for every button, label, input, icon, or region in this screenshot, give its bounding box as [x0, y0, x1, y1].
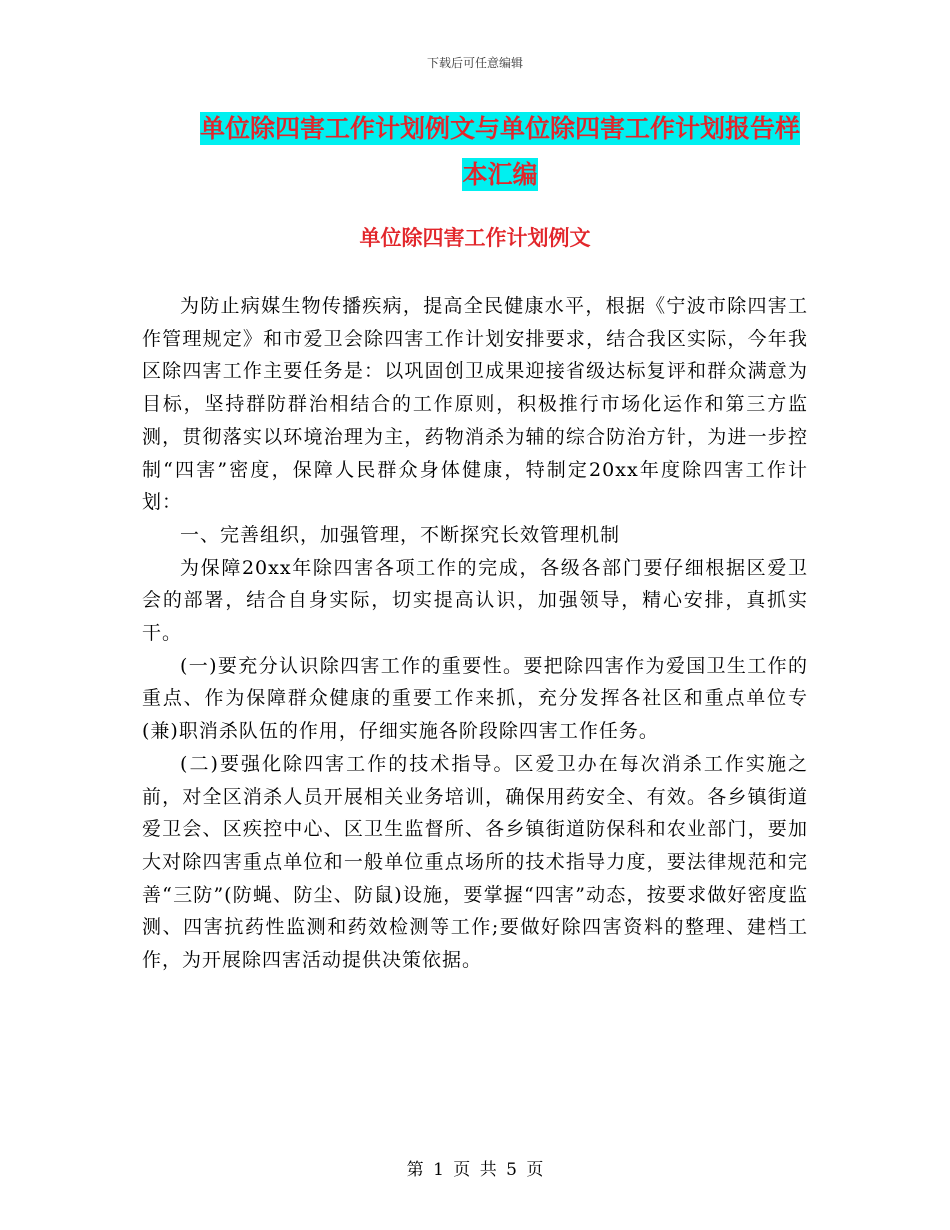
- document-title: [190, 106, 810, 198]
- header-note: 下载后可任意编辑: [426, 56, 523, 70]
- paragraph-item-2: (二)要强化除四害工作的技术指导。区爱卫办在每次消杀工作实施之前，对全区消杀人员开展相关业务培训，确保用药安全、有效。各乡镇街道爱卫会、区疾控中心、区卫生监督所、各乡镇街道防保科和农业部门，要加大对除四害重点单位和一般单位重点场所的技术指导力度，要法律规范和完善“三防”(防蝇、防尘、防鼠)设施，要掌握“四害”动态，按要求做好密度监测、四害抗药性监测和药效检测等工作;要做好除四害资料的整理、建档工作，为开展除四害活动提供决策依据。: [142, 752, 808, 972]
- paragraph-item-1: (一)要充分认识除四害工作的重要性。要把除四害作为爱国卫生工作的重点、作为保障群众健康的重要工作来抓，充分发挥各社区和重点单位专(兼)职消杀队伍的作用，仔细实施各阶段除四害工作任务。: [142, 654, 808, 743]
- paragraph-1: 为保障20xx年除四害各项工作的完成，各级各部门要仔细根据区爱卫会的部署，结合自身实际，切实提高认识，加强领导，精心安排，真抓实干。: [142, 556, 808, 645]
- paragraph-intro: 为防止病媒生物传播疾病，提高全民健康水平，根据《宁波市除四害工作管理规定》和市爱卫会除四害工作计划安排要求，结合我区实际，今年我区除四害工作主要任务是：以巩固创卫成果迎接省级达标复评和群众满意为目标，坚持群防群治相结合的工作原则，积极推行市场化运作和第三方监测，贯彻落实以环境治理为主，药物消杀为辅的综合防治方针，为进一步控制“四害”密度，保障人民群众身体健康，特制定20xx年度除四害工作计划：: [142, 295, 808, 514]
- document-title-text: 单位除四害工作计划例文与单位除四害工作计划报告样本汇编: [199, 114, 800, 189]
- paragraph-heading-1: 一、完善组织，加强管理，不断探究长效管理机制: [180, 523, 621, 546]
- document-body: [142, 290, 808, 977]
- page-number-footer: 第 1 页 共 5 页: [406, 1160, 544, 1180]
- section-title: 单位除四害工作计划例文: [359, 226, 591, 250]
